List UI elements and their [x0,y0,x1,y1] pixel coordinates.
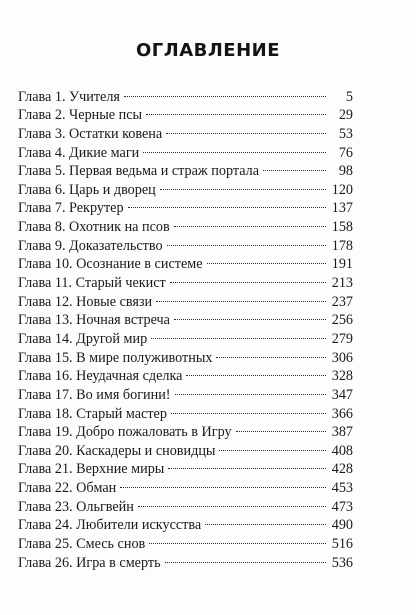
toc-dot-leader [147,529,328,548]
toc-entry-label: Глава 25. Смесь снов [18,536,146,553]
toc-dot-leader [214,343,328,362]
toc-entry-label: Глава 7. Рекрутер [18,200,124,217]
toc-entry-page-number: 256 [331,312,353,329]
toc-entry-page-number: 5 [345,88,353,105]
toc-entry-label: Глава 4. Дикие маги [18,144,140,161]
toc-entry-page-number: 158 [331,219,353,236]
toc-dot-leader [168,268,328,287]
toc-entry-label: Глава 22. Обман [18,480,117,497]
toc-entry-page-number: 490 [331,517,353,534]
toc-dot-leader [234,418,328,437]
toc-entry-page-number: 328 [331,368,353,385]
toc-entry-label: Глава 9. Доказательство [18,237,163,254]
toc-entry-label: Глава 14. Другой мир [18,330,148,347]
toc-dot-leader [144,101,328,120]
toc-entry-label: Глава 1. Учителя [18,88,120,105]
toc-dot-leader [141,138,328,157]
toc-dot-leader [184,362,328,381]
toc-entry-page-number: 279 [331,330,353,347]
toc-entry-page-number: 29 [338,107,353,124]
toc-entry-page-number: 120 [331,181,353,198]
toc-dot-leader [203,511,328,530]
toc-entry-label: Глава 16. Неудачная сделка [18,368,183,385]
toc-entry-label: Глава 18. Старый мастер [18,405,167,422]
toc-dot-leader [149,324,328,343]
toc-dot-leader [217,436,328,455]
toc-entry-label: Глава 8. Охотник на псов [18,219,170,236]
toc-entry-label: Глава 3. Остатки ковена [18,125,163,142]
toc-dot-leader [122,82,328,101]
toc-dot-leader [261,157,328,176]
toc-entry-label: Глава 26. Игра в смерть [18,554,161,571]
toc-entry-label: Глава 23. Ольгвейн [18,498,134,515]
page-title: ОГЛАВЛЕНИЕ [135,40,281,61]
toc-entry-label: Глава 11. Старый чекист [18,275,166,292]
toc-entry[interactable] [18,82,353,105]
toc-entry-label: Глава 24. Любители искусства [18,517,202,534]
toc-dot-leader [172,306,328,325]
toc-dot-leader [169,399,328,418]
toc-entry-page-number: 516 [331,536,353,553]
toc-entry-page-number: 387 [331,424,353,441]
toc-entry-label: Глава 21. Верхние миры [18,461,165,478]
toc-entry-label: Глава 13. Ночная встреча [18,312,170,329]
toc-entry-page-number: 76 [338,144,353,161]
toc-entry-page-number: 98 [338,163,353,180]
toc-dot-leader [126,194,328,213]
toc-entry-page-number: 428 [331,461,353,478]
toc-entry-label: Глава 12. Новые связи [18,293,153,310]
toc-entry-page-number: 536 [331,554,353,571]
toc-dot-leader [166,455,328,474]
toc-entry-label: Глава 5. Первая ведьма и страж портала [18,163,260,180]
toc-entry-label: Глава 6. Царь и дворец [18,181,156,198]
toc-entry-page-number: 178 [331,237,353,254]
toc-entry-page-number: 137 [331,200,353,217]
toc-entry-label: Глава 15. В мире полуживотных [18,349,213,366]
toc-dot-leader [136,492,328,511]
toc-entry-page-number: 237 [331,293,353,310]
toc-entry-page-number: 366 [331,405,353,422]
toc-entry-label: Глава 17. Во имя богини! [18,386,171,403]
toc-entry-page-number: 213 [331,275,353,292]
table-of-contents [18,82,353,571]
toc-entry-page-number: 473 [331,498,353,515]
toc-entry-page-number: 453 [331,480,353,497]
toc-entry-page-number: 306 [331,349,353,366]
toc-entry-label: Глава 19. Добро пожаловать в Игру [18,424,232,441]
toc-entry-page-number: 191 [331,256,353,273]
toc-entry-label: Глава 20. Каскадеры и сновидцы [18,442,216,459]
toc-dot-leader [163,548,328,567]
toc-dot-leader [173,380,328,399]
toc-dot-leader [164,119,328,138]
toc-dot-leader [118,473,328,492]
toc-dot-leader [158,175,328,194]
toc-dot-leader [154,287,328,306]
toc-entry-page-number: 347 [331,386,353,403]
toc-dot-leader [205,250,328,269]
toc-entry-label: Глава 2. Черные псы [18,107,143,124]
toc-entry-label: Глава 10. Осознание в системе [18,256,203,273]
toc-dot-leader [165,231,328,250]
toc-dot-leader [172,212,328,231]
toc-entry-page-number: 53 [338,125,353,142]
toc-entry-page-number: 408 [331,442,353,459]
